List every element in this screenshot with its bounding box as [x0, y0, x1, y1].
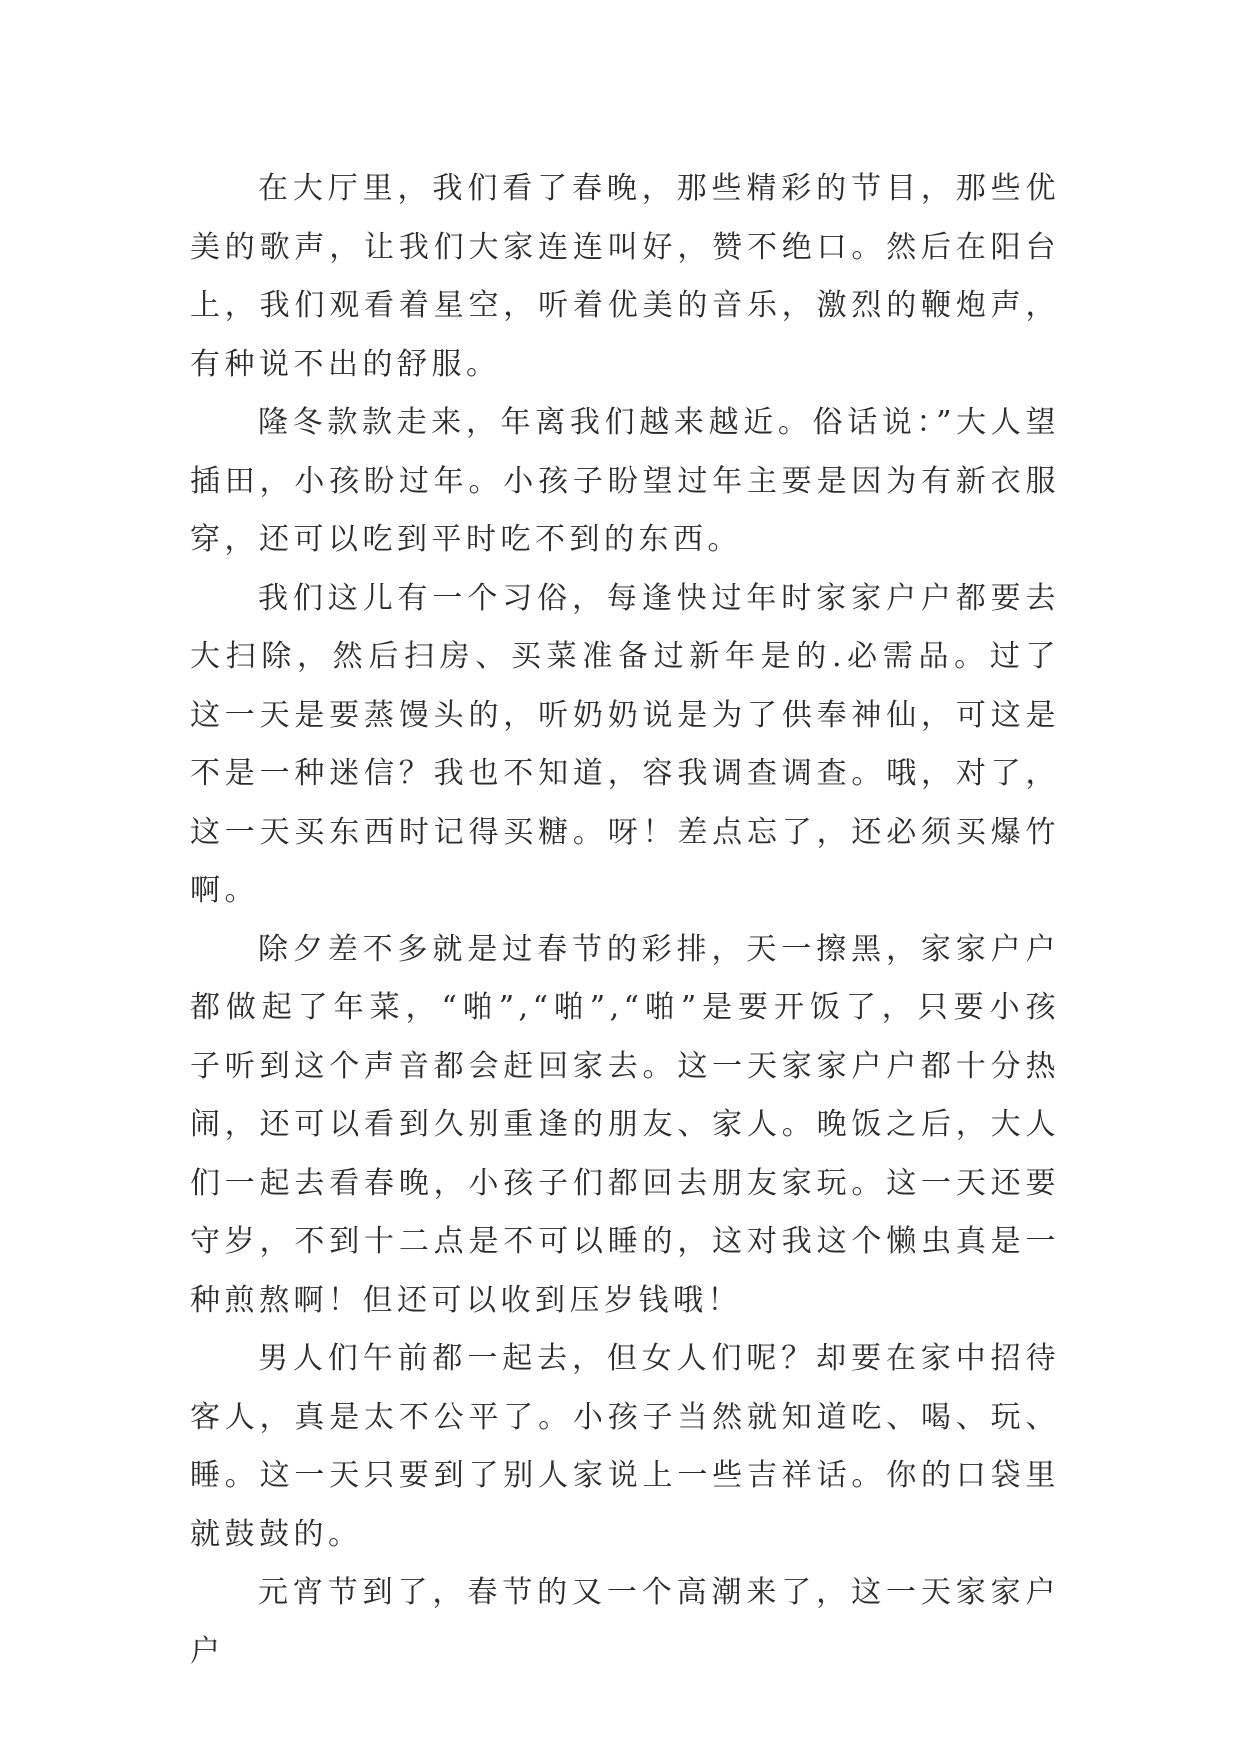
paragraph-2: 隆冬款款走来，年离我们越来越近。俗话说：”大人望插田，小孩盼过年。小孩子盼望过年主要是因为有新衣服穿，还可以吃到平时吃不到的东西。: [190, 405, 1060, 557]
paragraph-4: 除夕差不多就是过春节的彩排，天一擦黑，家家户户都做起了年菜，“啪”,“啪”,“啪”是要开饭了，只要小孩子听到这个声音都会赶回家去。这一天家家户户都十分热闹，还可以看到久别重逢的朋友、家人。晚饭之后，大人们一起去看春晚，小孩子们都回去朋友家玩。这一天还要守岁，不到十二点是不可以睡的，这对我这个懒虫真是一种煎熬啊！但还可以收到压岁钱哦！: [190, 931, 1060, 1318]
paragraph-6: 元宵节到了，春节的又一个高潮来了，这一天家家户户: [190, 1575, 1060, 1669]
paragraph-3: 我们这儿有一个习俗，每逢快过年时家家户户都要去大扫除，然后扫房、买菜准备过新年是的.必需品。过了这一天是要蒸馒头的，听奶奶说是为了供奉神仙，可这是不是一种迷信？我也不知道，容我调查调查。哦，对了，这一天买东西时记得买糖。呀！差点忘了，还必须买爆竹啊。: [190, 580, 1060, 908]
paragraph-1: 在大厅里，我们看了春晚，那些精彩的节目，那些优美的歌声，让我们大家连连叫好，赞不绝口。然后在阳台上，我们观看着星空，听着优美的音乐，激烈的鞭炮声，有种说不出的舒服。: [190, 171, 1060, 382]
document-body: [190, 160, 1060, 1681]
paragraph-5: 男人们午前都一起去，但女人们呢？却要在家中招待客人，真是太不公平了。小孩子当然就知道吃、喝、玩、睡。这一天只要到了别人家说上一些吉祥话。你的口袋里就鼓鼓的。: [190, 1341, 1060, 1552]
